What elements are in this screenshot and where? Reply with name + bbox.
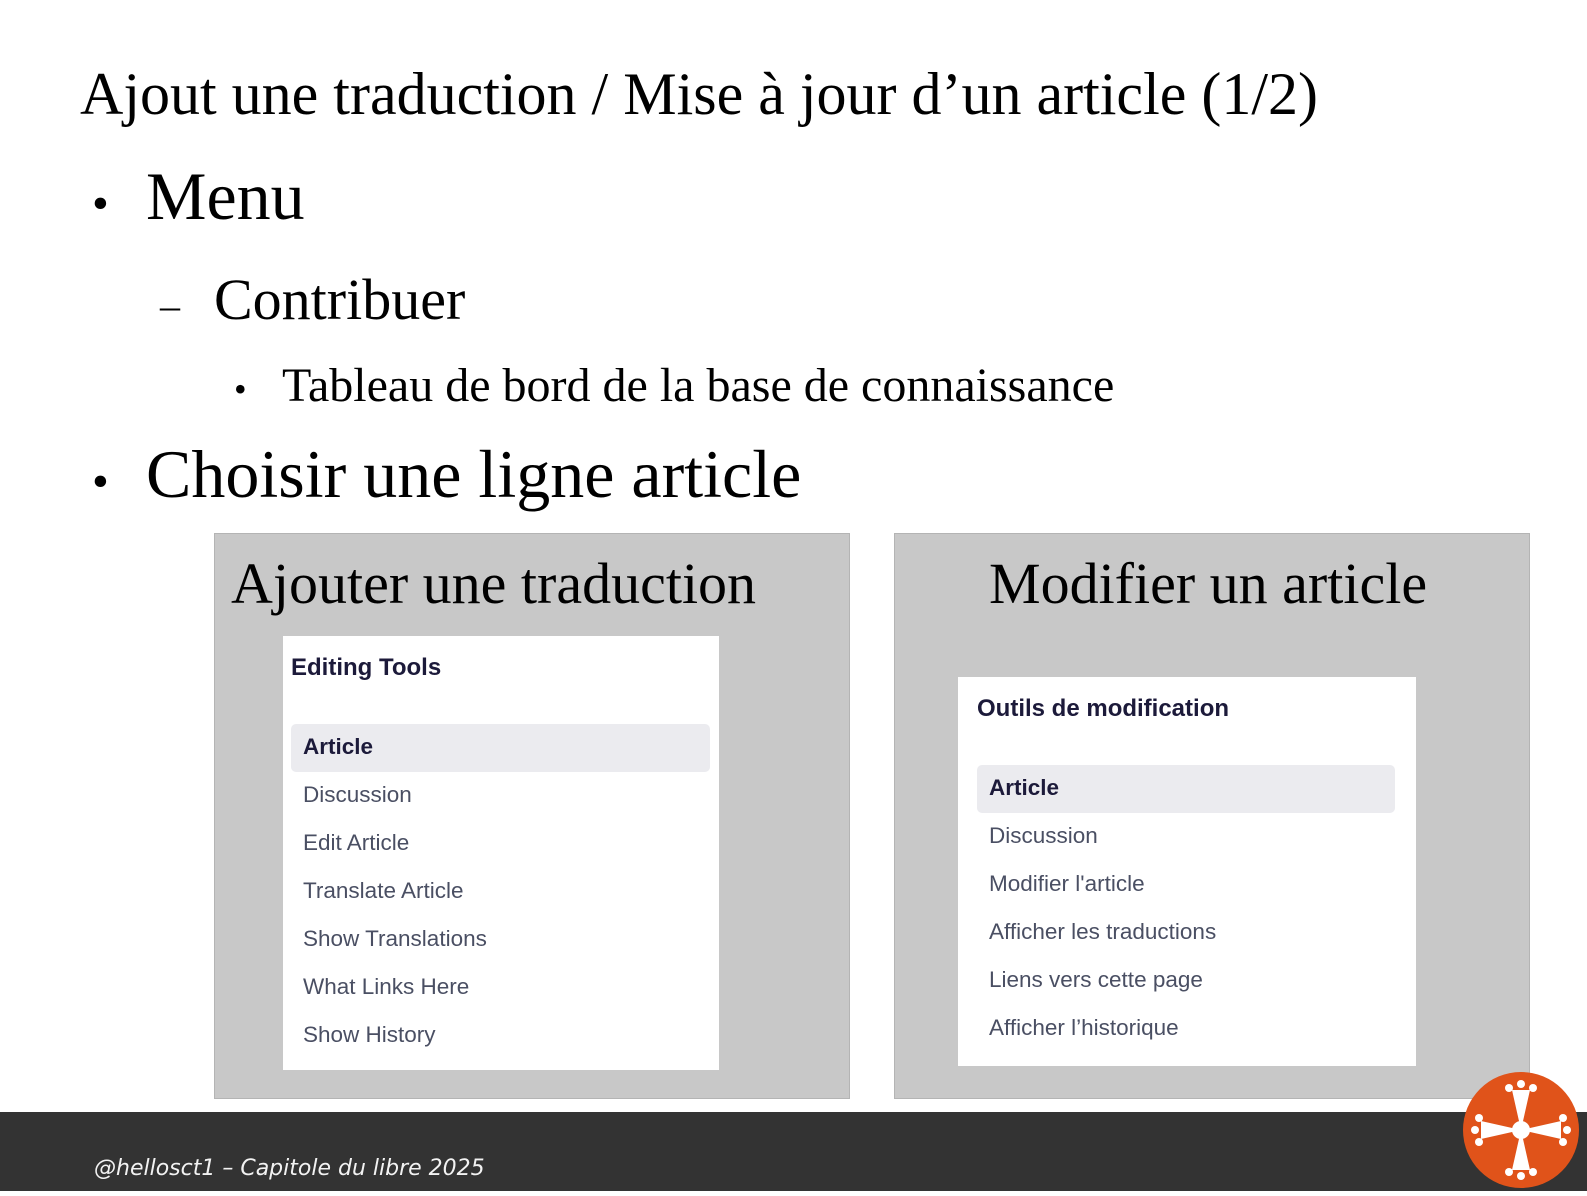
menu-item-modifier-article[interactable]: Modifier l'article	[989, 871, 1145, 896]
footer-text: @hellosct1 – Capitole du libre 2025	[94, 1156, 485, 1181]
bullet-dot: •	[92, 177, 109, 230]
menu-item-show-translations[interactable]: Show Translations	[303, 926, 487, 951]
menu-item-afficher-traductions[interactable]: Afficher les traductions	[989, 919, 1217, 944]
menu-title: Editing Tools	[291, 654, 442, 681]
menu-item-discussion[interactable]: Discussion	[989, 823, 1098, 848]
bullet-contribuer-text: Contribuer	[214, 267, 466, 332]
menu-item-translate-article[interactable]: Translate Article	[303, 878, 464, 903]
menu-item-liens-vers-page[interactable]: Liens vers cette page	[989, 967, 1203, 992]
bullet-tableau	[234, 357, 1114, 418]
occitan-cross-icon	[1462, 1070, 1580, 1191]
bullet-choisir-text: Choisir une ligne article	[146, 436, 802, 512]
menu-list	[977, 765, 1395, 1053]
bullet-contribuer	[160, 266, 465, 340]
menu-item-article[interactable]: Article	[977, 765, 1395, 813]
bullet-dot: •	[92, 455, 109, 508]
dash-marker: –	[160, 283, 180, 328]
menu-list	[291, 724, 710, 1060]
menu-item-article[interactable]: Article	[291, 724, 710, 772]
panel-heading: Modifier un article	[989, 551, 1428, 616]
menu-title: Outils de modification	[977, 695, 1230, 722]
menu-item-afficher-historique[interactable]: Afficher l’historique	[989, 1015, 1179, 1040]
panel-heading: Ajouter une traduction	[231, 551, 757, 616]
bullet-dot: •	[234, 369, 247, 409]
bullet-choisir	[92, 434, 801, 522]
slide-title: Ajout une traduction / Mise à jour d’un article (1/2)	[80, 61, 1318, 127]
panel-edit-article	[894, 533, 1530, 1099]
footer-bar	[0, 1112, 1587, 1191]
menu-item-show-history[interactable]: Show History	[303, 1022, 436, 1047]
bullet-menu-text: Menu	[146, 158, 305, 234]
bullet-menu	[92, 156, 305, 244]
menu-item-edit-article[interactable]: Edit Article	[303, 830, 410, 855]
menu-item-discussion[interactable]: Discussion	[303, 782, 412, 807]
editing-tools-menu	[283, 636, 719, 1070]
panel-add-translation	[214, 533, 850, 1099]
outils-modification-menu	[958, 677, 1416, 1066]
bullet-tableau-text: Tableau de bord de la base de connaissance	[282, 359, 1115, 412]
menu-item-what-links-here[interactable]: What Links Here	[303, 974, 470, 999]
